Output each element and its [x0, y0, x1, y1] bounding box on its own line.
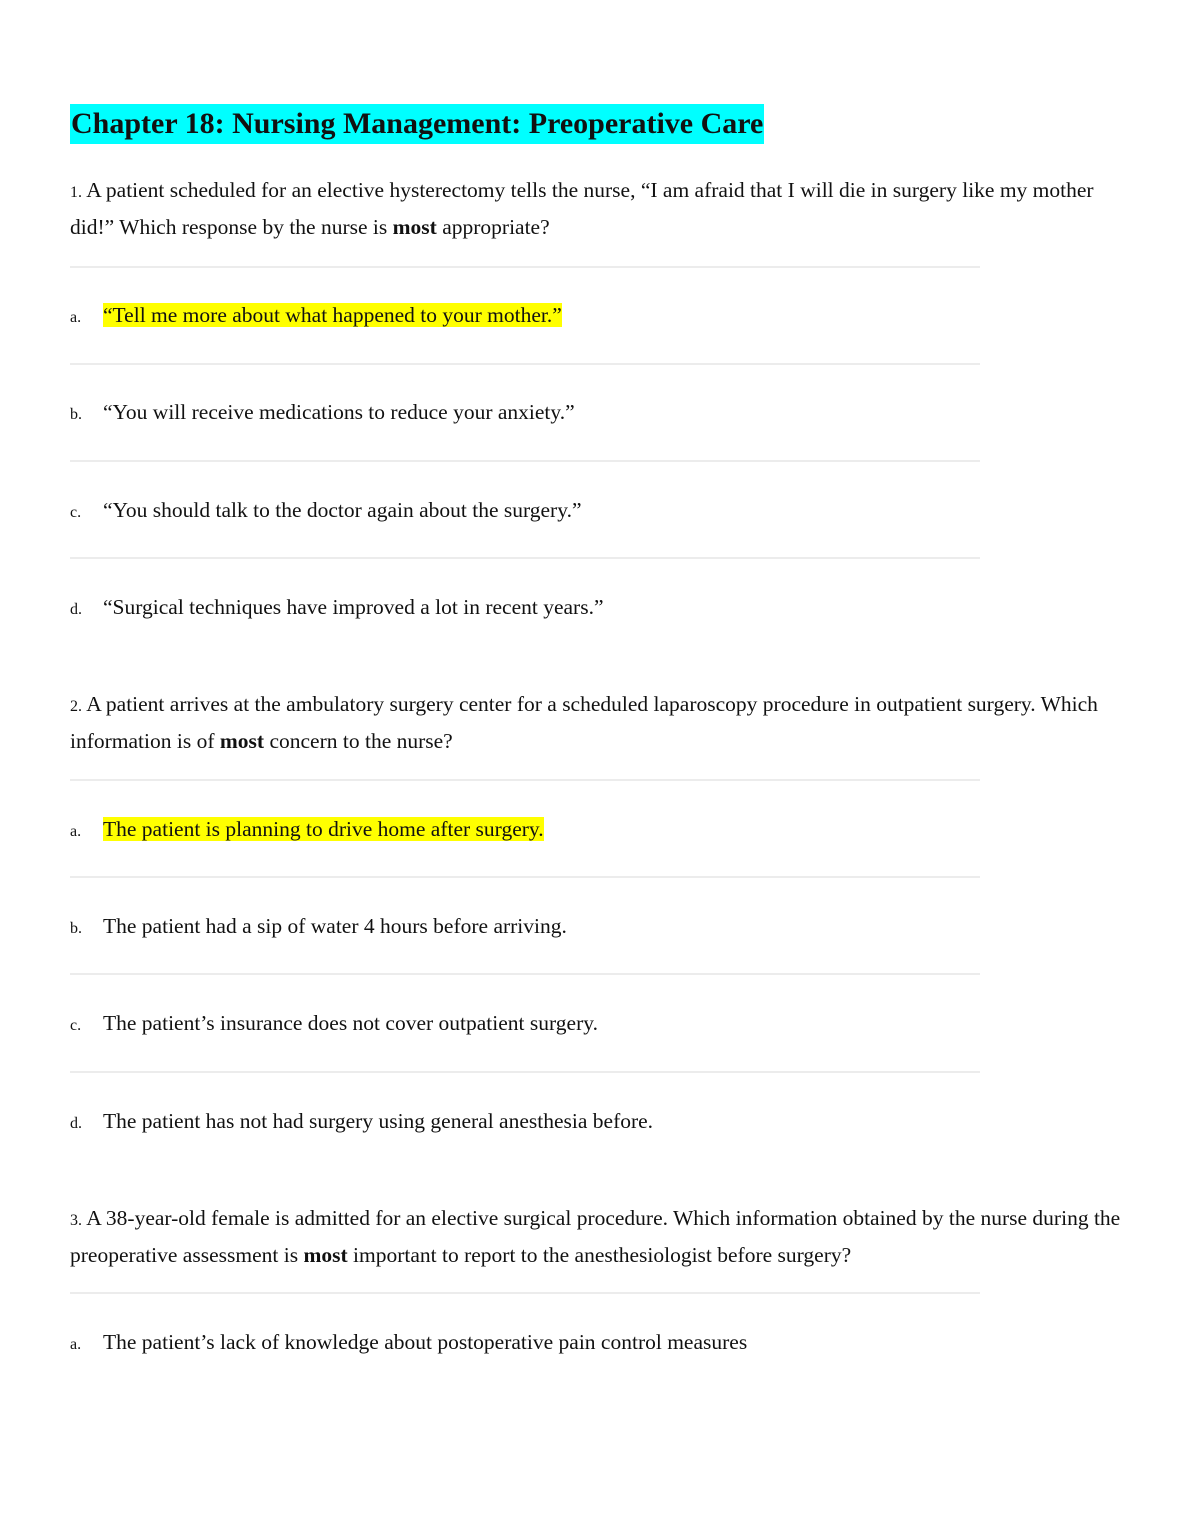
chapter-title: Chapter 18: Nursing Management: Preoperative Care — [70, 104, 764, 144]
divider — [70, 876, 980, 878]
option-letter: b. — [70, 406, 82, 423]
divider — [70, 460, 980, 462]
divider — [70, 266, 980, 268]
option-letter: a. — [70, 823, 82, 840]
option-text: The patient’s lack of knowledge about postoperative pain control measures — [103, 1330, 748, 1354]
option-1d — [70, 593, 603, 624]
option-letter: c. — [70, 1017, 82, 1034]
question-1-stem — [70, 173, 1130, 245]
question-text: concern to the nurse? — [264, 729, 453, 753]
emphasis-text: most — [392, 215, 437, 239]
option-text-correct-answer: The patient is planning to drive home after surgery. — [103, 817, 544, 841]
divider — [70, 557, 980, 559]
option-text-correct-answer: “Tell me more about what happened to your mother.” — [103, 303, 562, 327]
option-letter: d. — [70, 601, 82, 618]
question-text: A patient arrives at the ambulatory surgery center for a scheduled laparoscopy procedure in outpatient surgery. Which information is of — [70, 692, 1098, 753]
option-2d — [70, 1107, 653, 1138]
option-letter: d. — [70, 1115, 82, 1132]
emphasis-text: most — [219, 729, 265, 753]
option-2c — [70, 1009, 598, 1040]
option-text: The patient’s insurance does not cover outpatient surgery. — [103, 1011, 598, 1035]
emphasis-text: most — [303, 1243, 348, 1267]
option-2a — [70, 815, 544, 846]
option-letter: a. — [70, 1336, 82, 1353]
option-1c — [70, 496, 582, 527]
option-text: “Surgical techniques have improved a lot in recent years.” — [103, 595, 604, 619]
question-number: 1. — [70, 184, 82, 201]
divider — [70, 1071, 980, 1073]
question-text: A 38-year-old female is admitted for an elective surgical procedure. Which information obtained by the nurse during the preoperative assessment is — [70, 1206, 1121, 1267]
divider — [70, 779, 980, 781]
option-1b — [70, 398, 575, 429]
question-text: appropriate? — [436, 215, 550, 239]
question-number: 3. — [70, 1212, 82, 1229]
option-text: The patient had a sip of water 4 hours before arriving. — [103, 914, 567, 938]
question-text: important to report to the anesthesiologist before surgery? — [347, 1243, 852, 1267]
option-3a — [70, 1328, 747, 1359]
question-number: 2. — [70, 698, 82, 715]
option-letter: c. — [70, 504, 82, 521]
option-letter: b. — [70, 920, 82, 937]
option-letter: a. — [70, 309, 82, 326]
option-text: “You should talk to the doctor again about the surgery.” — [103, 498, 582, 522]
option-text: “You will receive medications to reduce your anxiety.” — [103, 400, 575, 424]
question-3-stem — [70, 1201, 1130, 1273]
option-2b — [70, 912, 567, 943]
question-text: A patient scheduled for an elective hysterectomy tells the nurse, “I am afraid that I will die in surgery like my mother did!” Which response by the nurse is — [70, 178, 1094, 239]
divider — [70, 363, 980, 365]
question-2-stem — [70, 687, 1130, 759]
option-1a — [70, 301, 562, 332]
divider — [70, 973, 980, 975]
option-text: The patient has not had surgery using general anesthesia before. — [103, 1109, 654, 1133]
divider — [70, 1292, 980, 1294]
